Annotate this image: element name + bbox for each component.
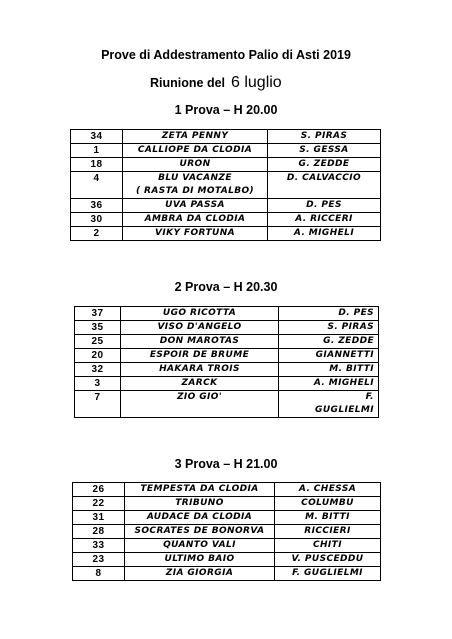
jockey-name [279,307,379,321]
jockey-name [268,172,381,199]
entry-number-text: 1 [93,145,100,156]
entry-row [71,144,381,158]
horse-name-text: UGO RICOTTA [162,308,237,318]
horse-name [121,349,279,363]
jockey-name-text: COLUMBU [301,498,354,508]
entry-row [71,158,381,172]
entry-number [73,567,125,581]
entry-number-text: 28 [92,526,105,537]
jockey-name-text: V. PUSCEDDU [291,554,364,564]
jockey-name [268,158,381,172]
horse-name-text: ZIO GIO' [176,392,222,402]
entry-number-text: 30 [90,214,103,225]
entry-row [73,553,381,567]
jockey-name [279,335,379,349]
entry-number-text: 8 [95,568,102,579]
jockey-name-text: A. MIGHELI [293,228,355,238]
entry-number [71,130,123,144]
entry-number [73,539,125,553]
entry-number-text: 35 [91,322,104,333]
horse-name-text: ZIA GIORGIA [165,568,234,578]
horse-name-text: URON [179,159,211,169]
entry-row [73,567,381,581]
entry-row [73,525,381,539]
jockey-name-text: GIANNETTI [315,350,374,360]
entry-number [71,227,123,241]
jockey-name [279,391,379,418]
entry-number-text: 23 [92,554,105,565]
horse-name-text: DON MAROTAS [159,336,240,346]
entry-row [73,511,381,525]
entry-number-text: 25 [91,336,104,347]
horse-name-text: VIKY FORTUNA [154,228,235,238]
meeting-label: Riunione del [150,76,225,90]
jockey-name [275,497,381,511]
entry-number-text: 34 [90,131,103,142]
horse-name [125,553,275,567]
jockey-name-text: GUGLIELMI [315,405,374,415]
entry-number-text: 37 [91,308,104,319]
entry-number [75,377,121,391]
jockey-name-text: D. PES [338,308,374,318]
jockey-name [268,227,381,241]
jockey-name-text: D. PES [306,200,342,210]
horse-name [125,511,275,525]
jockey-name [279,363,379,377]
jockey-name-text: S. GESSA [299,145,349,155]
horse-name [121,335,279,349]
prova-3-table [72,482,381,581]
document-title: Prove di Addestramento Palio di Asti 2019 [101,48,351,62]
entry-row [73,497,381,511]
horse-name-text: ESPOIR DE BRUME [149,350,250,360]
jockey-name [279,321,379,335]
entry-row [71,130,381,144]
horse-name-text: AUDACE DA CLODIA [146,512,253,522]
horse-name-text: BLU VACANZE [158,173,232,183]
entry-number-text: 7 [94,392,101,403]
entry-number [75,321,121,335]
jockey-name-text: CHITI [313,540,342,550]
entry-number [73,511,125,525]
entry-number [71,199,123,213]
entry-row [71,199,381,213]
entry-row [75,321,379,335]
prova-2-table [74,306,379,418]
horse-name-text: ZETA PENNY [161,131,229,141]
entry-number [73,525,125,539]
entry-number-text: 4 [93,173,100,184]
entry-number-text: 22 [92,498,105,509]
horse-name [121,391,279,418]
jockey-name-text: F. [365,392,374,402]
entry-number-text: 18 [90,159,103,170]
horse-name-text: SOCRATES DE BONORVA [134,526,265,536]
jockey-name [275,511,381,525]
entry-row [71,227,381,241]
horse-name-text: TEMPESTA DA CLODIA [140,484,259,494]
jockey-name [275,539,381,553]
jockey-name [275,567,381,581]
meeting-date: 6 luglio [231,74,282,91]
entry-number-text: 26 [92,484,105,495]
horse-name-text: AMBRA DA CLODIA [144,214,246,224]
jockey-name-text: A. MIGHELI [313,378,374,388]
entry-number [73,483,125,497]
jockey-name [268,130,381,144]
horse-name-text: ZARCK [181,378,218,388]
jockey-name-text: A. CHESSA [298,484,357,494]
horse-name [123,144,268,158]
entry-number [75,349,121,363]
horse-name [125,497,275,511]
entry-row [73,483,381,497]
horse-name [125,525,275,539]
jockey-name [275,553,381,567]
entry-number-text: 31 [92,512,105,523]
horse-name [121,307,279,321]
jockey-name [268,213,381,227]
entry-number [75,391,121,418]
entry-row [75,307,379,321]
horse-name-text: TRIBUNO [175,498,224,508]
entry-row [75,335,379,349]
jockey-name-text: M. BITTI [305,512,350,522]
horse-name-text: CALLIOPE DA CLODIA [137,145,253,155]
entry-row [73,539,381,553]
horse-name [121,377,279,391]
entry-number-text: 2 [93,228,100,239]
jockey-name [275,483,381,497]
entry-number [71,172,123,199]
horse-name-text: ULTIMO BAIO [164,554,235,564]
entry-number [73,497,125,511]
jockey-name [279,349,379,363]
jockey-name-text: A. RICCERI [295,214,353,224]
horse-name-text: HAKARA TROIS [159,364,240,374]
jockey-name-text: RICCIERI [304,526,351,536]
horse-name [125,567,275,581]
horse-name-text: VISO D'ANGELO [157,322,242,332]
prova-1-table [70,129,381,241]
horse-name [121,363,279,377]
entry-number-text: 36 [90,200,103,211]
jockey-name [275,525,381,539]
entry-number [73,553,125,567]
horse-name [123,172,268,199]
horse-name [125,483,275,497]
entry-number [75,363,121,377]
entry-row [75,349,379,363]
entry-number [75,307,121,321]
entry-number [71,213,123,227]
horse-name-text: QUANTO VALI [163,540,236,550]
entry-number-text: 3 [94,378,101,389]
jockey-name-text: S. PIRAS [300,131,348,141]
jockey-name-text: D. CALVACCIO [286,173,362,183]
entry-number-text: 20 [91,350,104,361]
jockey-name-text: S. PIRAS [327,322,374,332]
entry-row [71,213,381,227]
entry-number [71,144,123,158]
horse-name [123,130,268,144]
entry-number [71,158,123,172]
entry-row [75,363,379,377]
entry-number [75,335,121,349]
jockey-name-text: M. BITTI [329,364,374,374]
entry-number-text: 33 [92,540,105,551]
horse-name-text: ( RASTA DI MOTALBO) [135,186,255,196]
horse-name [125,539,275,553]
horse-name [123,199,268,213]
horse-name [121,321,279,335]
jockey-name-text: G. ZEDDE [298,159,350,169]
jockey-name [279,377,379,391]
jockey-name-text: F. GUGLIELMI [292,568,363,578]
horse-name [123,158,268,172]
entry-number-text: 32 [91,364,104,375]
meeting-line [150,74,282,92]
jockey-name [268,144,381,158]
horse-name [123,213,268,227]
prova-1-heading: 1 Prova – H 20.00 [174,103,278,117]
entry-row [75,391,379,418]
prova-2-heading: 2 Prova – H 20.30 [174,280,278,294]
jockey-name-text: G. ZEDDE [323,336,374,346]
prova-3-heading: 3 Prova – H 21.00 [174,457,278,471]
entry-row [75,377,379,391]
horse-name-text: UVA PASSA [165,200,225,210]
entry-row [71,172,381,199]
horse-name [123,227,268,241]
jockey-name [268,199,381,213]
